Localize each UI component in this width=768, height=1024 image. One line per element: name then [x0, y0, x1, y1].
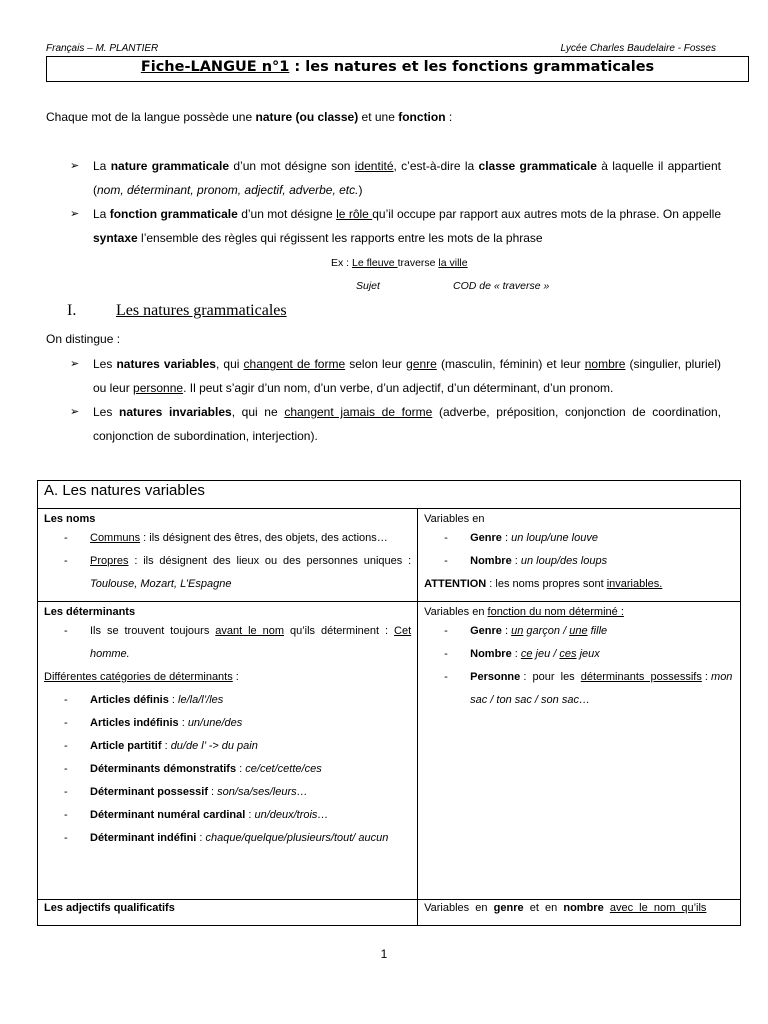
list-item: - Nombre : un loup/des loups [444, 555, 608, 567]
noms-variables-intro: Variables en [424, 513, 485, 525]
noms-variables-cell [418, 509, 741, 602]
list-item: - Genre : un garçon / une fille [444, 625, 608, 637]
bullet-variables: ➢ Les natures variables, qui changent de forme selon leur genre (masculin, féminin) et leur nombre (singulier, pluriel) ou leur personne. Il peut s’agir d’un nom, d’un verbe, d’un adjectif, d’un déterminant, d’un pronom. [70, 352, 721, 400]
table-heading: A. Les natures variables [38, 481, 741, 509]
list-item: - Déterminant indéfini : chaque/quelque/plusieurs/tout/ aucun [64, 832, 389, 844]
natures-variables-table [37, 480, 741, 926]
adjectifs-cell [38, 900, 418, 926]
list-item: - Article partitif : du/de l’ -> du pain [64, 740, 258, 752]
section-title: Les natures grammaticales [116, 302, 287, 319]
list-item: - Déterminant numéral cardinal : un/deux/trois… [64, 809, 329, 821]
list-item: - Articles indéfinis : un/une/des [64, 717, 243, 729]
bullet-nature: ➢ La nature grammaticale d’un mot désigne son identité, c’est-à-dire la classe grammaticale à laquelle il appartient (nom, déterminant, pronom, adjectif, adverbe, etc.) [70, 154, 721, 202]
title-main: Fiche-LANGUE n°1 [140, 59, 290, 75]
table-row [38, 900, 741, 926]
title-box [46, 56, 749, 82]
list-item: - Ils se trouvent toujours avant le nom qu’ils déterminent : Cet homme. [64, 625, 412, 660]
arrow-bullet-icon: ➢ [70, 160, 80, 172]
adjectifs-title: Les adjectifs qualificatifs [44, 902, 175, 914]
list-item: - Propres : ils désignent des lieux ou des personnes uniques : Toulouse, Mozart, L’Espagne [64, 555, 412, 590]
example-line: Ex : Le fleuve traverse la ville [331, 257, 468, 269]
page-number: 1 [380, 947, 388, 961]
intro-line: Chaque mot de la langue possède une nature (ou classe) et une fonction : [46, 110, 453, 124]
header-right: Lycée Charles Baudelaire - Fosses [560, 43, 716, 54]
determinants-variables-intro: Variables en fonction du nom déterminé : [424, 606, 624, 618]
noms-cell [38, 509, 418, 602]
arrow-bullet-icon: ➢ [70, 208, 80, 220]
list-item: - Articles définis : le/la/l’/les [64, 694, 224, 706]
categories-label: Différentes catégories de déterminants : [44, 671, 239, 683]
list-item: - Nombre : ce jeu / ces jeux [444, 648, 600, 660]
adjectifs-variables-cell: Variables en genre et en nombre avec le nom qu’ils [418, 900, 741, 926]
header-left: Français – M. PLANTIER [46, 43, 159, 54]
example-cod: COD de « traverse » [453, 280, 550, 292]
table-row [38, 509, 741, 602]
table-heading-row [38, 481, 741, 509]
noms-title: Les noms [44, 513, 96, 525]
attention-note: ATTENTION : les noms propres sont invariables. [424, 578, 663, 590]
arrow-bullet-icon: ➢ [70, 358, 80, 370]
section-number: I. [67, 302, 77, 319]
example-sujet: Sujet [356, 280, 380, 292]
determinants-cell [38, 602, 418, 900]
natures-list [70, 352, 721, 448]
arrow-bullet-icon: ➢ [70, 406, 80, 418]
list-item: - Communs : ils désignent des êtres, des objets, des actions… [64, 532, 388, 544]
list-item: - Genre : un loup/une louve [444, 532, 598, 544]
definitions-list [70, 154, 721, 250]
list-item: - Déterminant possessif : son/sa/ses/leurs… [64, 786, 308, 798]
bullet-invariables: ➢ Les natures invariables, qui ne changent jamais de forme (adverbe, préposition, conjonction de coordination, conjonction de subordination, interjection). [70, 400, 721, 448]
on-distingue: On distingue : [46, 332, 121, 346]
list-item: - Personne : pour les déterminants possessifs : mon sac / ton sac / son sac… [444, 671, 736, 706]
table-row [38, 602, 741, 900]
determinants-variables-cell [418, 602, 741, 900]
determinants-title: Les déterminants [44, 606, 136, 618]
determinants-list [44, 689, 411, 850]
title-rest: : les natures et les fonctions grammaticales [289, 59, 655, 75]
list-item: - Déterminants démonstratifs : ce/cet/cette/ces [64, 763, 322, 775]
bullet-fonction: ➢ La fonction grammaticale d’un mot désigne le rôle qu’il occupe par rapport aux autres mots de la phrase. On appelle syntaxe l’ensemble des règles qui régissent les rapports entre les mots de la phrase [70, 202, 721, 250]
